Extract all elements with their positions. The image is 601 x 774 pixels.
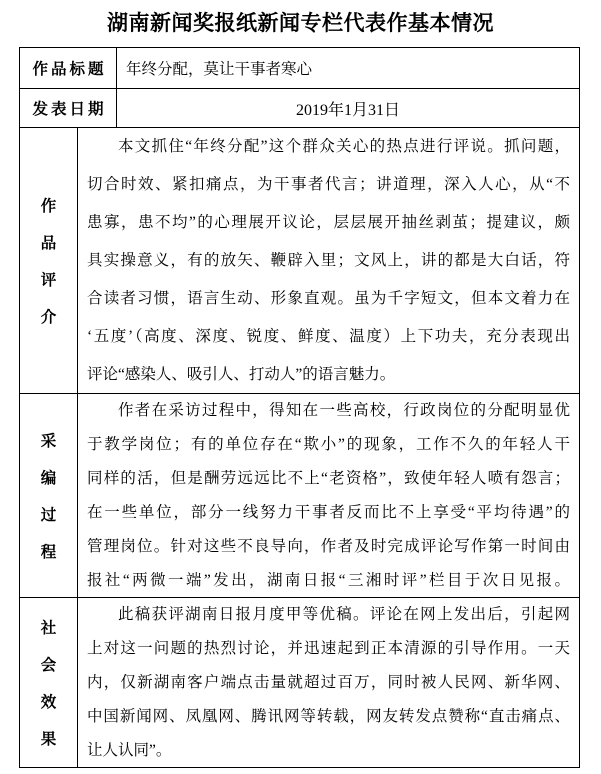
label-char: 果	[40, 731, 57, 748]
label-char: 介	[40, 309, 57, 326]
para-line: 于教学岗位；有的单位存在“欺小”的现象，工作不久的年轻人干	[87, 436, 570, 453]
label-char: 编	[40, 470, 57, 487]
row-work-title	[20, 48, 579, 88]
label-char: 过	[40, 507, 57, 524]
row-work-review	[20, 127, 579, 393]
para-line: 本文抓住“年终分配”这个群众关心的热点进行评说。抓问题，	[118, 138, 570, 155]
publish-date-value: 2019年1月31日	[295, 101, 400, 119]
para-line: 此稿获评湖南日报月度甲等优稿。评论在网上发出后，引起网	[118, 606, 570, 623]
para-line: 具实操意义，有的放矢、鞭辟入里；文风上，讲的都是大白话，符	[87, 252, 570, 269]
para-line: 同样的活，但是酬劳远远比不上“老资格”，致使年轻人喷有怨言；	[87, 470, 570, 487]
label-char: 作	[40, 198, 57, 215]
para-line: 内，仅新湖南客户端点击量就超过百万，同时被人民网、新华网、	[87, 674, 570, 691]
work-review-label	[20, 128, 78, 393]
work-title-label: 作品标题	[20, 48, 117, 88]
social-effect-label	[20, 598, 78, 767]
para-line: 评论“感染人、吸引人、打动人”的语言魅力。	[87, 366, 396, 383]
label-char: 品	[40, 235, 57, 252]
para-line: 合读者习惯，语言生动、形象直观。虽为千字短文，但本文着力在	[87, 290, 570, 307]
label-char: 采	[40, 433, 57, 450]
editing-process-label	[20, 394, 78, 597]
label-char: 程	[40, 544, 57, 561]
label-char: 评	[40, 272, 57, 289]
row-editing-process	[20, 393, 579, 597]
info-table	[19, 47, 580, 768]
publish-date-label: 发表日期	[20, 89, 117, 127]
work-title-value: 年终分配，莫让干事者寒心	[126, 61, 313, 78]
social-effect-paragraph	[78, 598, 579, 767]
para-line: 报社“两微一端”发出，湖南日报“三湘时评”栏目于次日见报。	[87, 572, 570, 589]
row-social-effect	[20, 597, 579, 767]
para-line: ‘五度’（高度、深度、锐度、鲜度、温度）上下功夫，充分表现出	[87, 328, 570, 345]
label-char: 会	[40, 657, 57, 674]
para-line: 作者在采访过程中，得知在一些高校，行政岗位的分配明显优	[118, 402, 570, 419]
label-char: 效	[40, 694, 57, 711]
para-line: 在一些单位，部分一线努力干事者反而比不上享受“平均待遇”的	[87, 504, 570, 521]
work-review-paragraph	[78, 128, 579, 393]
para-line: 切合时效、紧扣痛点，为干事者代言；讲道理，深入人心，从“不	[87, 176, 570, 193]
editing-process-paragraph	[78, 394, 579, 597]
page-title: 湖南新闻奖报纸新闻专栏代表作基本情况	[107, 11, 494, 35]
para-line: 中国新闻网、凤凰网、腾讯网等转载，网友转发点赞称“直击痛点、	[87, 708, 570, 725]
para-line: 上对这一问题的热烈讨论，并迅速起到正本清源的引导作用。一天	[87, 640, 570, 657]
para-line: 管理岗位。针对这些不良导向，作者及时完成评论写作第一时间由	[87, 538, 570, 555]
row-publish-date	[20, 88, 579, 127]
para-line: 患寡，患不均”的心理展开议论，层层展开抽丝剥茧；提建议，颇	[87, 214, 570, 231]
label-char: 社	[40, 620, 57, 637]
para-line: 让人认同”。	[87, 742, 172, 759]
